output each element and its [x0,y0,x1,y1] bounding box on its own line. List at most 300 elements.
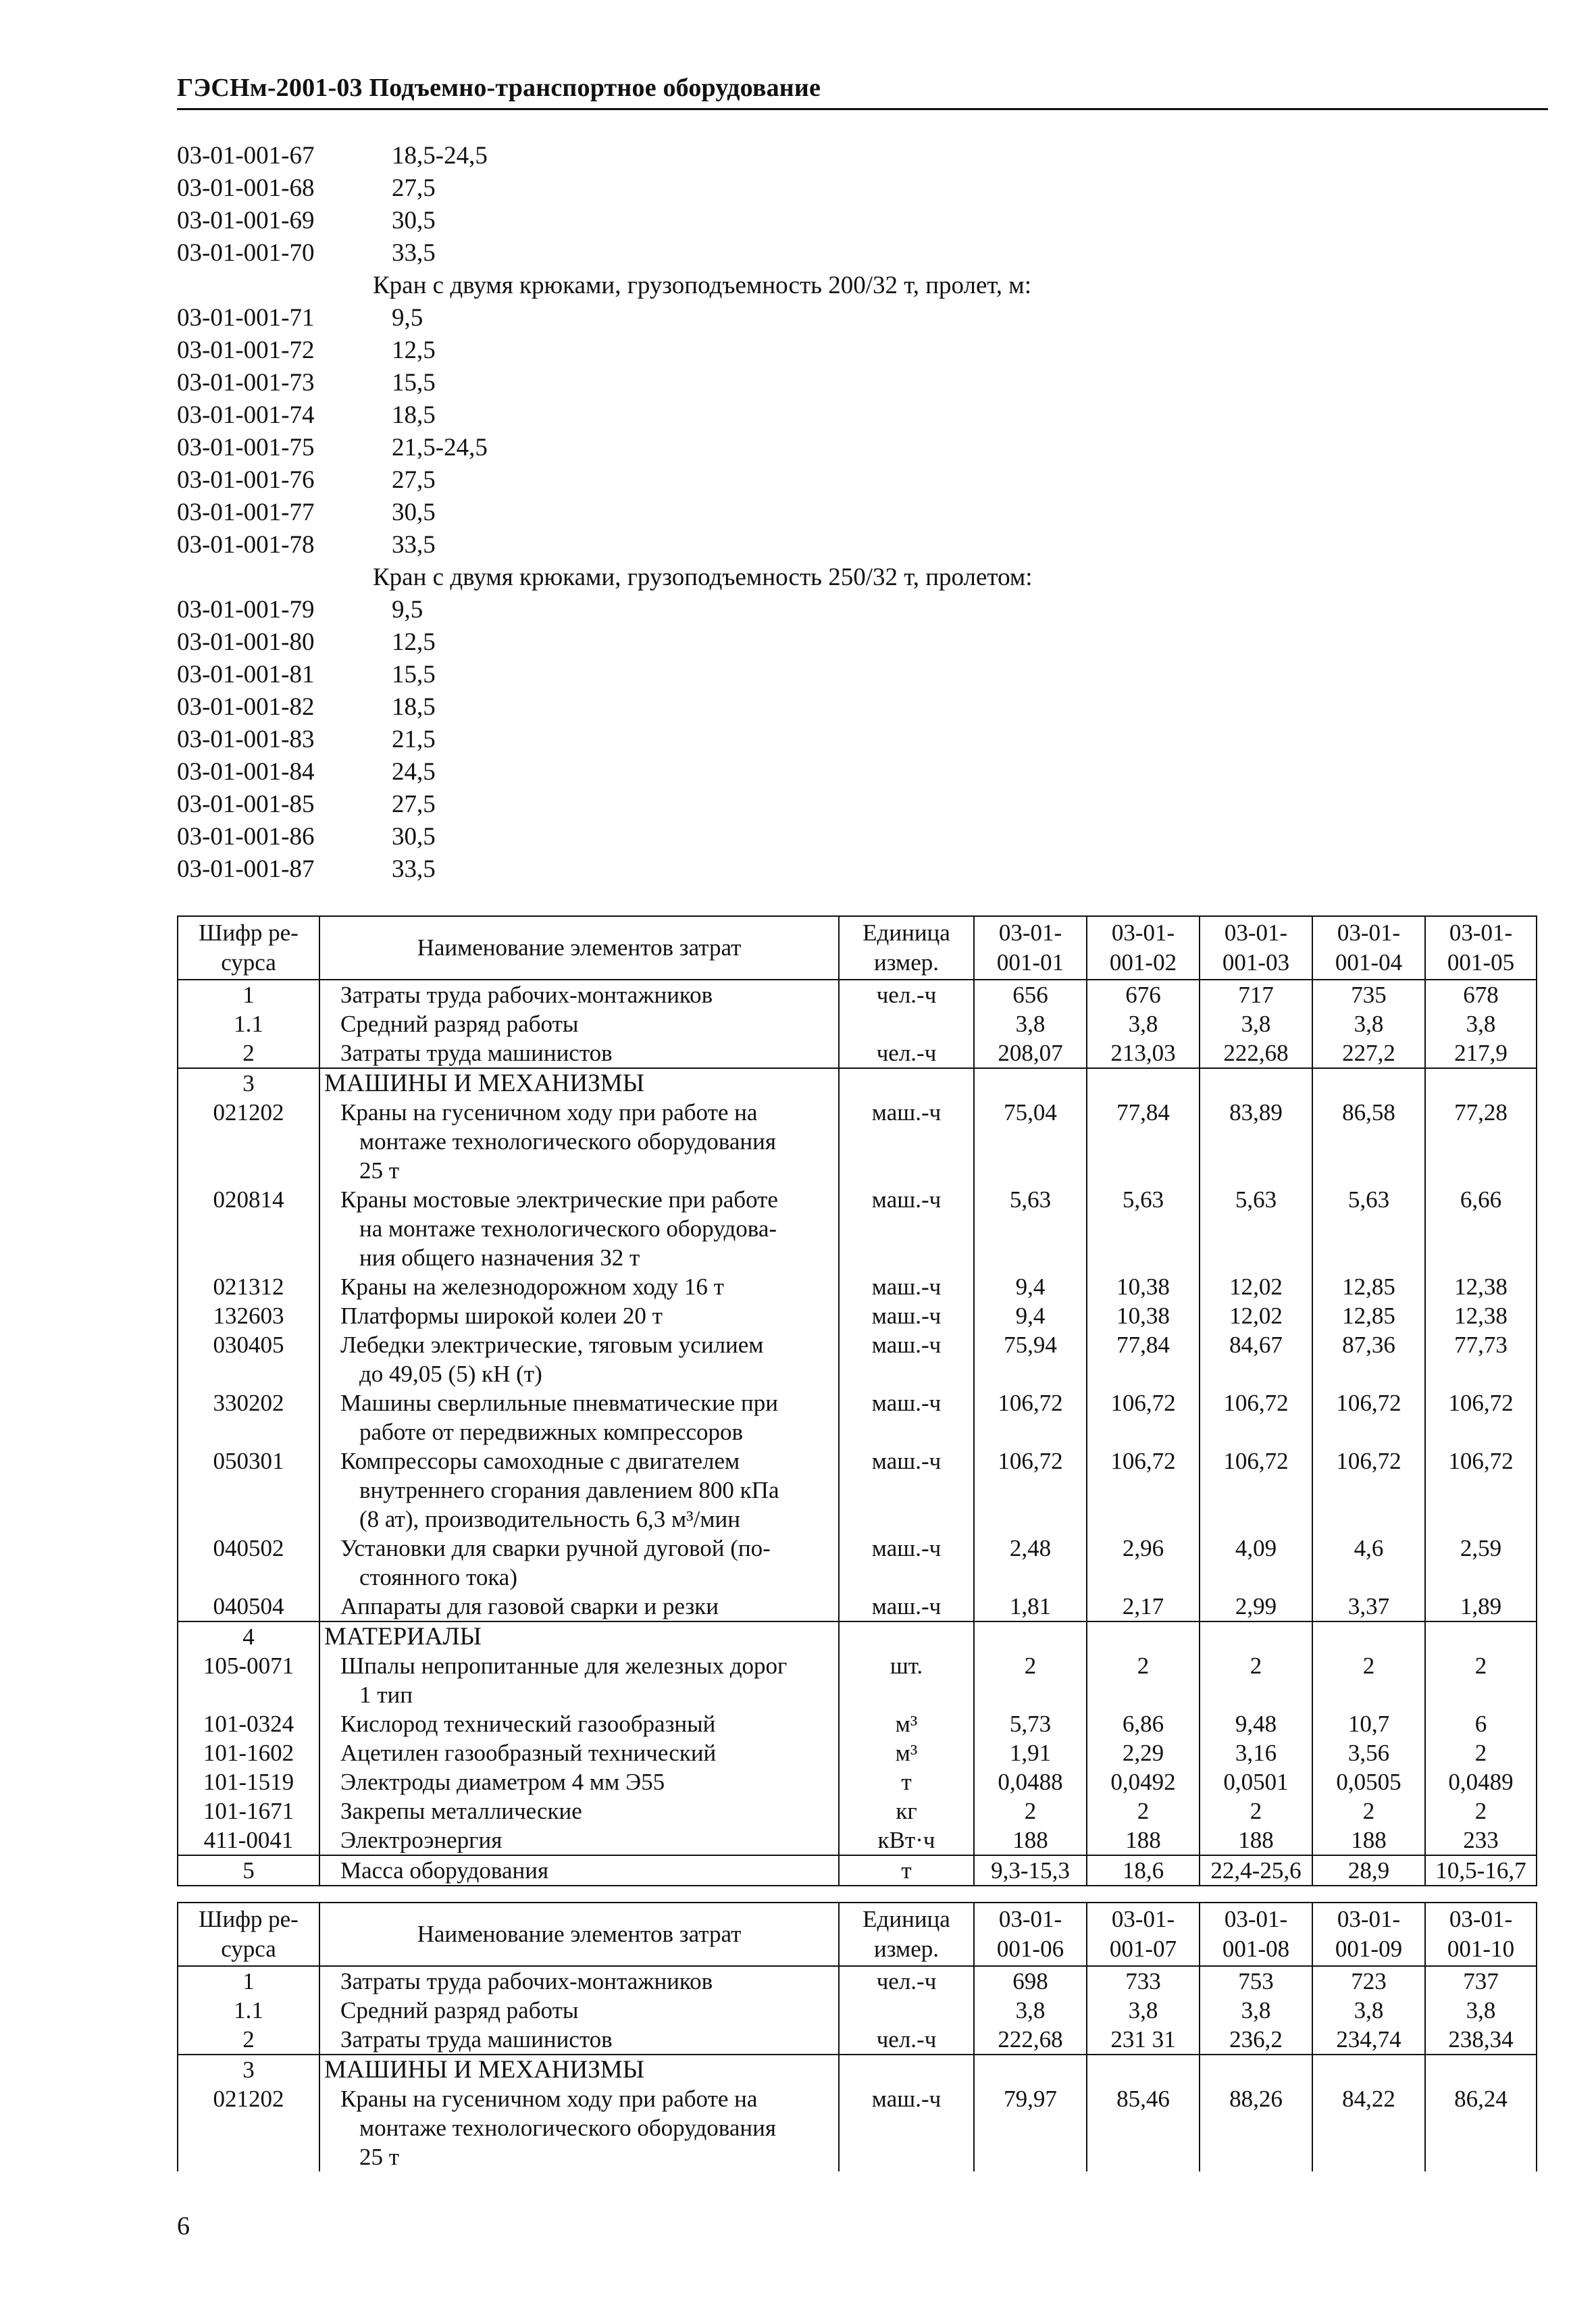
row-value: 77,84 [1087,1098,1200,1185]
row-value: 6 [1425,1709,1537,1738]
row-code: 101-1519 [178,1767,319,1796]
row-name-line: Краны на железнодорожном ходу 16 т [340,1274,724,1300]
row-value: 0,0501 [1200,1767,1312,1796]
row-value: 735 [1312,980,1425,1009]
code-list-span: 21,5-24,5 [392,434,488,461]
row-value: 106,72 [1425,1447,1537,1534]
row-name [319,1966,839,1996]
section-title: МАШИНЫ И МЕХАНИЗМЫ [319,2055,839,2084]
table-row [178,1534,1537,1592]
header-unit-line: Единица [863,1906,950,1932]
code-list-code: 03-01-001-80 [177,628,315,656]
table-row [178,1592,1537,1621]
row-value: 77,28 [1425,1098,1537,1185]
row-name [319,1447,839,1534]
row-unit: маш.-ч [839,1301,974,1330]
code-list-span: 30,5 [392,499,436,526]
row-name [319,1709,839,1738]
code-list-span: 18,5-24,5 [392,142,488,170]
code-list-code: 03-01-001-87 [177,855,315,883]
row-value: 3,16 [1200,1738,1312,1767]
row-unit: чел.-ч [839,2025,974,2055]
row-value: 2 [1425,1651,1537,1709]
table-row [178,1996,1537,2025]
code-list-item [177,172,1393,205]
section-title: МАШИНЫ И МЕХАНИЗМЫ [319,1068,839,1098]
row-unit: маш.-ч [839,1185,974,1272]
row-value: 1,89 [1425,1592,1537,1621]
row-code: 411-0041 [178,1826,319,1855]
row-code: 040502 [178,1534,319,1592]
code-list-item [177,334,1393,367]
row-value: 2,48 [974,1534,1087,1592]
row-code: 2 [178,1038,319,1068]
row-unit: шт. [839,1651,974,1709]
header-column-line: 001-10 [1447,1936,1515,1962]
code-list-span: 18,5 [392,401,436,429]
code-list-span: 21,5 [392,726,436,753]
code-list-span: 15,5 [392,661,436,688]
row-value: 2 [974,1651,1087,1709]
row-value: 0,0489 [1425,1767,1537,1796]
row-value: 231 31 [1087,2025,1200,2055]
header-unit-line: Единица [863,920,950,946]
code-list-heading-text: Кран с двумя крюками, грузоподъемность 250/32 т, пролетом: [373,563,1033,591]
code-list-code: 03-01-001-78 [177,531,315,559]
row-value: 3,8 [1087,1996,1200,2025]
row-value: 234,74 [1312,2025,1425,2055]
row-value: 188 [1087,1826,1200,1855]
row-value: 2,96 [1087,1534,1200,1592]
header-code-line: Шифр ре- [199,920,299,946]
row-value: 2 [974,1796,1087,1826]
row-name [319,1272,839,1301]
code-list-code: 03-01-001-85 [177,790,315,818]
code-list-heading [177,270,1393,302]
row-name [319,1330,839,1388]
row-name-line: Аппараты для газовой сварки и резки [340,1593,719,1619]
header-column-line: 03-01- [1449,920,1513,946]
row-name [319,1098,839,1185]
row-value: 86,24 [1425,2084,1537,2171]
row-value: 2 [1200,1796,1312,1826]
row-value: 0,0505 [1312,1767,1425,1796]
row-value: 2 [1200,1651,1312,1709]
row-value: 18,6 [1087,1855,1200,1886]
page-header-title: ГЭСНм-2001-03 Подъемно-транспортное оборудование [177,74,821,102]
row-unit: кВт·ч [839,1826,974,1855]
row-value: 10,7 [1312,1709,1425,1738]
empty-cell [839,1068,974,1098]
row-value: 0,0488 [974,1767,1087,1796]
row-value: 85,46 [1087,2084,1200,2171]
code-list-span: 12,5 [392,628,436,656]
row-unit: м³ [839,1738,974,1767]
table-row [178,1098,1537,1185]
code-list-item [177,788,1393,821]
code-list-heading-text: Кран с двумя крюками, грузоподъемность 200/32 т, пролет, м: [373,272,1031,299]
row-value: 5,63 [1087,1185,1200,1272]
header-code [178,916,319,980]
empty-cell [1087,2055,1200,2084]
header-column [974,1903,1087,1966]
empty-cell [839,2055,974,2084]
table-row [178,1272,1537,1301]
row-code: 021202 [178,2084,319,2171]
code-list-code: 03-01-001-71 [177,304,315,332]
row-value: 84,22 [1312,2084,1425,2171]
table-row [178,1738,1537,1767]
row-value: 233 [1425,1826,1537,1855]
row-name-line: Компрессоры самоходные с двигателем [340,1448,740,1474]
row-name [319,1996,839,2025]
header-column-line: 001-03 [1222,949,1290,976]
header-code-line: Шифр ре- [199,1906,299,1932]
row-code: 101-1602 [178,1738,319,1767]
code-list-code: 03-01-001-75 [177,434,315,461]
header-rule [177,108,1548,110]
code-list-span: 33,5 [392,239,436,267]
empty-cell [1200,1068,1312,1098]
row-value: 9,4 [974,1301,1087,1330]
table-row [178,2084,1537,2171]
code-list-item [177,691,1393,724]
row-value: 75,04 [974,1098,1087,1185]
header-column-line: 03-01- [1337,920,1401,946]
empty-cell [974,1068,1087,1098]
code-list-span: 15,5 [392,369,436,397]
row-unit: т [839,1855,974,1886]
row-value: 213,03 [1087,1038,1200,1068]
header-unit-line: измер. [874,949,939,976]
header-column-line: 03-01- [1224,920,1288,946]
header-column-line: 03-01- [998,920,1062,946]
code-list-code: 03-01-001-69 [177,207,315,234]
row-value: 238,34 [1425,2025,1537,2055]
row-value: 12,38 [1425,1272,1537,1301]
code-list-item [177,205,1393,237]
row-unit: маш.-ч [839,1388,974,1447]
row-value: 3,37 [1312,1592,1425,1621]
row-name [319,2025,839,2055]
row-code: 020814 [178,1185,319,1272]
row-name-line: Платформы широкой колеи 20 т [340,1303,663,1329]
code-list-item [177,529,1393,561]
row-value: 656 [974,980,1087,1009]
row-value: 3,8 [1200,1009,1312,1038]
row-code: 1.1 [178,1996,319,2025]
header-column [1200,1903,1312,1966]
code-list-code: 03-01-001-77 [177,499,315,526]
row-value: 3,8 [974,1009,1087,1038]
code-list-code: 03-01-001-81 [177,661,315,688]
empty-cell [1087,1621,1200,1651]
row-value: 12,02 [1200,1272,1312,1301]
row-value: 87,36 [1312,1330,1425,1388]
section-row [178,2055,1537,2084]
code-list-item [177,367,1393,399]
row-name-line: до 49,05 (5) кН (т) [359,1361,542,1387]
row-name [319,1592,839,1621]
row-value: 106,72 [1312,1447,1425,1534]
code-list-span: 27,5 [392,174,436,202]
row-name-line: Установки для сварки ручной дуговой (по- [340,1535,771,1561]
header-column [1425,1903,1537,1966]
header-code-line: сурса [221,1936,276,1962]
row-value: 10,38 [1087,1272,1200,1301]
header-column [1312,1903,1425,1966]
row-value: 12,38 [1425,1301,1537,1330]
code-list-code: 03-01-001-74 [177,401,315,429]
row-value: 678 [1425,980,1537,1009]
table-row [178,1767,1537,1796]
row-name-line: внутреннего сгорания давлением 800 кПа [359,1477,779,1503]
header-column-line: 001-06 [996,1936,1064,1962]
row-name [319,1738,839,1767]
row-code: 330202 [178,1388,319,1447]
row-name [319,1534,839,1592]
resource-table-1 [177,915,1537,1886]
row-name [319,1038,839,1068]
row-value: 236,2 [1200,2025,1312,2055]
header-unit [839,1903,974,1966]
row-unit: маш.-ч [839,1447,974,1534]
row-value: 188 [974,1826,1087,1855]
row-value: 77,73 [1425,1330,1537,1388]
code-list-span: 12,5 [392,336,436,364]
row-unit: маш.-ч [839,2084,974,2171]
empty-cell [1312,2055,1425,2084]
row-value: 723 [1312,1966,1425,1996]
row-value: 676 [1087,980,1200,1009]
row-value: 9,3-15,3 [974,1855,1087,1886]
code-list-code: 03-01-001-76 [177,466,315,494]
code-list-code: 03-01-001-70 [177,239,315,267]
row-value: 106,72 [974,1388,1087,1447]
section-row [178,1068,1537,1098]
row-value: 10,38 [1087,1301,1200,1330]
row-value: 12,02 [1200,1301,1312,1330]
row-value: 208,07 [974,1038,1087,1068]
resource-table-2 [177,1902,1537,2171]
empty-cell [1200,1621,1312,1651]
table-row [178,1855,1537,1886]
empty-cell [1087,1068,1200,1098]
code-list-item [177,399,1393,432]
row-value: 188 [1200,1826,1312,1855]
row-code: 021312 [178,1272,319,1301]
row-value: 5,63 [1200,1185,1312,1272]
table-row [178,1009,1537,1038]
code-list-item [177,756,1393,788]
row-value: 2 [1425,1738,1537,1767]
code-list-span: 33,5 [392,855,436,883]
code-list-code: 03-01-001-73 [177,369,315,397]
row-name [319,1651,839,1709]
row-value: 737 [1425,1966,1537,1996]
row-value: 227,2 [1312,1038,1425,1068]
code-list-item [177,497,1393,529]
row-value: 4,09 [1200,1534,1312,1592]
empty-cell [1200,2055,1312,2084]
row-value: 2,59 [1425,1534,1537,1592]
row-value: 106,72 [1087,1388,1200,1447]
row-value: 28,9 [1312,1855,1425,1886]
row-name-line: Лебедки электрические, тяговым усилием [340,1332,764,1358]
row-value: 2,17 [1087,1592,1200,1621]
code-list-span: 27,5 [392,466,436,494]
row-unit: маш.-ч [839,1592,974,1621]
row-value: 106,72 [974,1447,1087,1534]
table-row [178,1651,1537,1709]
row-value: 6,66 [1425,1185,1537,1272]
code-list-span: 18,5 [392,693,436,721]
row-name-line: Шпалы непропитанные для железных дорог [340,1653,788,1679]
row-value: 733 [1087,1966,1200,1996]
row-name-line: стоянного тока) [359,1564,517,1590]
row-name-line: Краны на гусеничном ходу при работе на [340,2086,758,2112]
table-row [178,980,1537,1009]
row-code: 4 [178,1621,319,1651]
row-value: 0,0492 [1087,1767,1200,1796]
header-column-line: 001-08 [1222,1936,1290,1962]
table-row [178,1709,1537,1738]
row-value: 5,63 [974,1185,1087,1272]
code-list-item [177,140,1393,172]
row-name-line: работе от передвижных компрессоров [359,1419,744,1445]
row-value: 2 [1087,1796,1200,1826]
row-name-line: на монтаже технологического оборудова- [359,1215,777,1242]
table-row [178,1185,1537,1272]
header-name: Наименование элементов затрат [319,916,839,980]
row-value: 3,8 [1087,1009,1200,1038]
code-list-code: 03-01-001-82 [177,693,315,721]
code-list-span: 9,5 [392,304,423,332]
table-row [178,1966,1537,1996]
code-list-code: 03-01-001-67 [177,142,315,170]
code-list-code: 03-01-001-86 [177,823,315,851]
row-code: 050301 [178,1447,319,1534]
row-name-line: Электроэнергия [340,1827,503,1853]
table-row [178,1388,1537,1447]
header-column [1087,916,1200,980]
header-column-line: 001-07 [1109,1936,1177,1962]
header-column-line: 03-01- [1111,920,1175,946]
row-value: 188 [1312,1826,1425,1855]
row-name-line: Масса оборудования [340,1857,549,1884]
row-code: 101-0324 [178,1709,319,1738]
header-code [178,1903,319,1966]
code-list-code: 03-01-001-83 [177,726,315,753]
row-value: 12,85 [1312,1301,1425,1330]
code-list-span: 27,5 [392,790,436,818]
row-name [319,1185,839,1272]
row-value: 79,97 [974,2084,1087,2171]
row-value: 2 [1087,1651,1200,1709]
section-title: МАТЕРИАЛЫ [319,1621,839,1651]
code-list-item [177,853,1393,886]
code-list-span: 24,5 [392,758,436,786]
header-column [1312,916,1425,980]
row-value: 1,81 [974,1592,1087,1621]
row-value: 698 [974,1966,1087,1996]
code-list-item [177,594,1393,626]
row-name [319,1301,839,1330]
row-code: 3 [178,1068,319,1098]
empty-cell [1425,2055,1537,2084]
row-value: 2 [1312,1651,1425,1709]
code-list-item [177,432,1393,464]
row-value: 753 [1200,1966,1312,1996]
row-value: 9,48 [1200,1709,1312,1738]
row-value: 217,9 [1425,1038,1537,1068]
row-value: 3,8 [1425,1009,1537,1038]
row-value: 77,84 [1087,1330,1200,1388]
table-row [178,2025,1537,2055]
row-name-line: монтаже технологического оборудования [359,2115,776,2141]
code-list-span: 9,5 [392,596,423,624]
row-code: 2 [178,2025,319,2055]
row-value: 2,99 [1200,1592,1312,1621]
table-row [178,1447,1537,1534]
row-value: 75,94 [974,1330,1087,1388]
header-unit-line: измер. [874,1936,939,1962]
row-value: 3,56 [1312,1738,1425,1767]
row-name [319,980,839,1009]
row-name-line: 25 т [359,1157,400,1184]
code-list-item [177,464,1393,497]
code-list-item [177,626,1393,659]
row-unit [839,1996,974,2025]
row-unit: маш.-ч [839,1534,974,1592]
table-row [178,1330,1537,1388]
row-value: 3,8 [974,1996,1087,2025]
row-value: 10,5-16,7 [1425,1855,1537,1886]
row-name-line: Средний разряд работы [340,1011,579,1037]
row-value: 2 [1425,1796,1537,1826]
row-name-line: ния общего назначения 32 т [359,1244,640,1271]
code-list-item [177,821,1393,853]
row-code: 040504 [178,1592,319,1621]
row-code: 5 [178,1855,319,1886]
row-value: 3,8 [1312,1009,1425,1038]
row-unit [839,1009,974,1038]
code-list-item [177,659,1393,691]
header-column-line: 03-01- [1224,1906,1288,1932]
header-column-line: 001-09 [1335,1936,1403,1962]
row-value: 106,72 [1087,1447,1200,1534]
row-unit: маш.-ч [839,1272,974,1301]
table-row [178,1826,1537,1855]
row-name-line: Краны на гусеничном ходу при работе на [340,1099,758,1126]
row-value: 106,72 [1312,1388,1425,1447]
row-value: 3,8 [1425,1996,1537,2025]
header-column-line: 001-04 [1335,949,1403,976]
row-value: 22,4-25,6 [1200,1855,1312,1886]
section-row [178,1621,1537,1651]
row-code: 1 [178,980,319,1009]
code-list-item [177,724,1393,756]
table-row [178,1796,1537,1826]
row-value: 3,8 [1200,1996,1312,2025]
row-value: 106,72 [1200,1388,1312,1447]
header-column-line: 001-05 [1447,949,1515,976]
row-name-line: Электроды диаметром 4 мм Э55 [340,1769,665,1795]
empty-cell [1425,1621,1537,1651]
code-list-code: 03-01-001-68 [177,174,315,202]
row-name-line: 1 тип [359,1682,413,1708]
row-value: 6,86 [1087,1709,1200,1738]
